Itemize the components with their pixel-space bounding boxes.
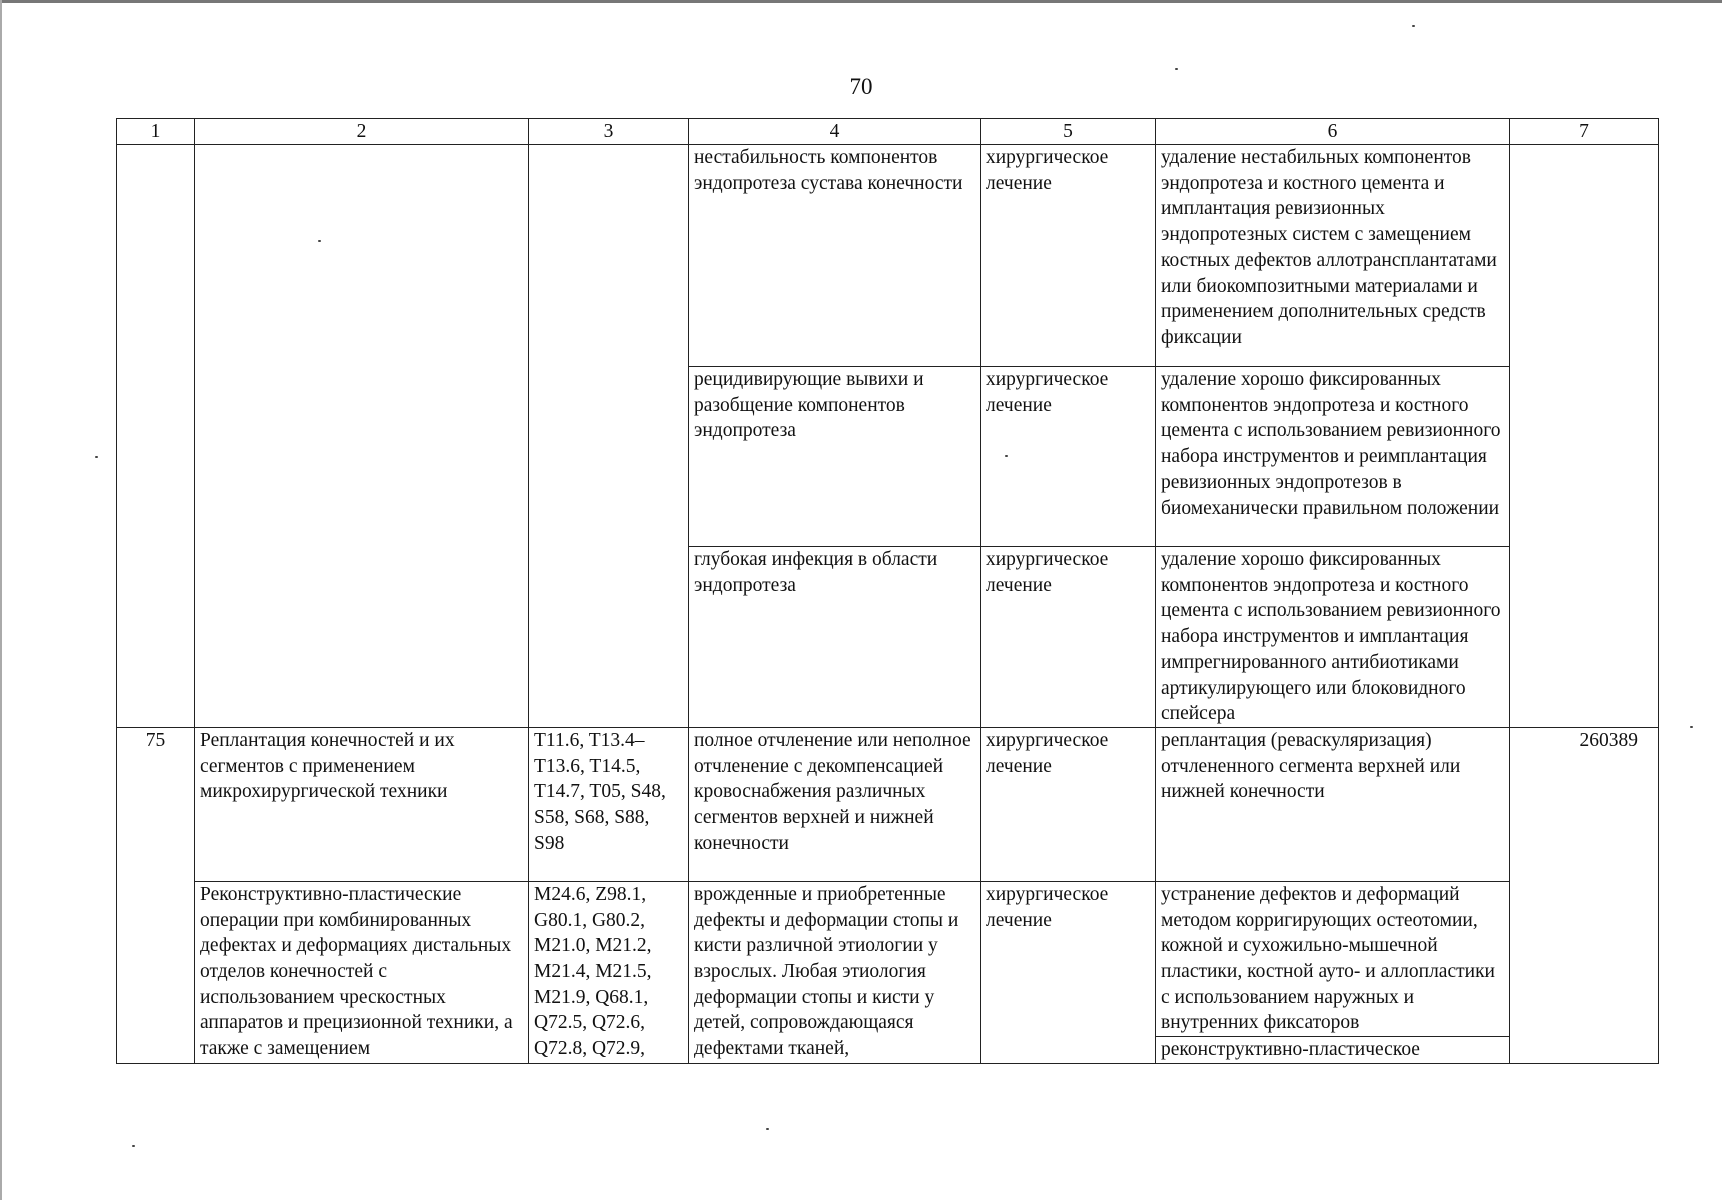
cell-treatment: хирургическое лечение [981, 881, 1156, 1063]
header-col-6: 6 [1156, 119, 1510, 145]
header-col-4: 4 [689, 119, 981, 145]
cell-name: Реплантация конечностей и их сегментов с применением микрохирургической техники [195, 727, 529, 881]
table-row [117, 881, 1659, 1063]
cell-diagnosis: нестабильность компонентов эндопротеза сустава конечности [689, 145, 981, 367]
header-row [117, 119, 1659, 145]
scan-speck [1005, 455, 1008, 457]
cell-treatment: хирургическое лечение [981, 145, 1156, 367]
cell-method-next: реконструктивно-пластическое [1161, 1039, 1420, 1061]
cell-num: 75 [117, 727, 195, 1063]
cell-name: Реконструктивно-пластические операции при комбинированных дефектах и деформациях дистальных отделов конечностей с использованием чрескостных аппаратов и прецизионной техники, а также с замещением [195, 881, 529, 1063]
header-col-2: 2 [195, 119, 529, 145]
cell-codes: T11.6, T13.4–T13.6, T14.5, T14.7, T05, S48, S58, S68, S88, S98 [529, 727, 689, 881]
cell-diagnosis: врожденные и приобретенные дефекты и деформации стопы и кисти различной этиологии у взрослых. Любая этиология деформации стопы и кисти у детей, сопровождающаяся дефектами тканей, [689, 881, 981, 1063]
procedures-table [116, 118, 1659, 1064]
cell-treatment: хирургическое лечение [981, 547, 1156, 728]
header-col-3: 3 [529, 119, 689, 145]
scan-speck [1175, 68, 1178, 70]
cell-treatment: хирургическое лечение [981, 367, 1156, 547]
scan-top-edge [0, 0, 1722, 3]
cell-diagnosis: рецидивирующие вывихи и разобщение компонентов эндопротеза [689, 367, 981, 547]
table-row [117, 727, 1659, 881]
cell-method: удаление нестабильных компонентов эндопротеза и костного цемента и имплантация ревизионных эндопротезных систем с замещением костных дефектов аллотрансплантатами или биокомпозитными материалами и применением дополнительных средств фиксации [1156, 145, 1510, 367]
cell-method: реплантация (реваскуляризация) отчлененного сегмента верхней или нижней конечности [1156, 727, 1510, 881]
cell-tariff: 260389 [1510, 727, 1659, 1063]
scan-speck [318, 240, 321, 242]
header-col-5: 5 [981, 119, 1156, 145]
cell-codes: M24.6, Z98.1, G80.1, G80.2, M21.0, M21.2, M21.4, M21.5, M21.9, Q68.1, Q72.5, Q72.6, Q72.8, Q72.9, [529, 881, 689, 1063]
scan-speck [132, 1145, 135, 1147]
header-col-1: 1 [117, 119, 195, 145]
scan-left-edge [0, 0, 2, 1200]
cell-method-split [1156, 881, 1510, 1063]
scan-speck [766, 1128, 769, 1130]
scan-speck [1690, 726, 1693, 728]
cell-tariff-empty [1510, 145, 1659, 728]
cell-method: удаление хорошо фиксированных компонентов эндопротеза и костного цемента с использованием ревизионного набора инструментов и реимплантация ревизионных эндопротезов в биомеханически правильном положении [1156, 367, 1510, 547]
cell-num-empty [117, 145, 195, 728]
cell-name-empty [195, 145, 529, 728]
page-number: 70 [849, 74, 873, 99]
table-row [117, 145, 1659, 367]
cell-diagnosis: полное отчленение или неполное отчленение с декомпенсацией кровоснабжения различных сегментов верхней и нижней конечности [689, 727, 981, 881]
cell-diagnosis: глубокая инфекция в области эндопротеза [689, 547, 981, 728]
cell-treatment: хирургическое лечение [981, 727, 1156, 881]
cell-method: устранение дефектов и деформаций методом корригирующих остеотомии, кожной и сухожильно-мышечной пластики, костной ауто- и аллопластики с использованием наружных и внутренних фиксаторов [1161, 883, 1495, 1034]
header-col-7: 7 [1510, 119, 1659, 145]
cell-method: удаление хорошо фиксированных компонентов эндопротеза и костного цемента с использованием ревизионного набора инструментов и имплантация импрегнированного антибиотиками артикулирующего или блоковидного спейсера [1156, 547, 1510, 728]
scan-speck [1412, 25, 1415, 27]
scan-speck [95, 456, 98, 458]
cell-codes-empty [529, 145, 689, 728]
